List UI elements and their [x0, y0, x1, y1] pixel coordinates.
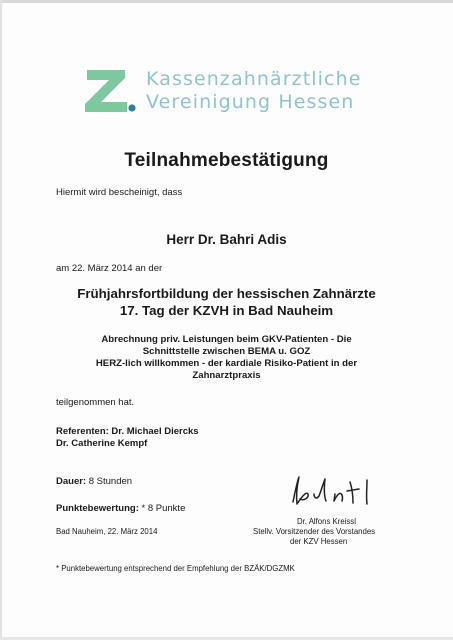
topic-line-1: Abrechnung priv. Leistungen beim GKV-Patienten - Die [101, 334, 352, 345]
certificate-title: Teilnahmebestätigung [124, 150, 329, 171]
intro-text: Hiermit wird bescheinigt, dass [56, 187, 183, 198]
date-line: am 22. März 2014 an der [56, 263, 163, 274]
points-value: * 8 Punkte [141, 503, 186, 514]
signer-name: Dr. Alfons Kreissl [297, 517, 356, 526]
footnote: * Punktebewertung entsprechend der Empfehlung der BZÄK/DGZMK [56, 564, 295, 573]
scan-edge-top [0, 0, 453, 3]
duration-label: Dauer: [56, 476, 87, 487]
org-name-line1: Kassenzahnärztliche [146, 68, 362, 90]
kzvh-z-logo-icon [84, 66, 140, 118]
recipient-name: Herr Dr. Bahri Adis [166, 232, 287, 247]
points-line [56, 503, 185, 514]
topic-line-4: Zahnarztpraxis [192, 370, 261, 381]
speakers-line: Referenten: Dr. Michael Diercks [56, 426, 199, 437]
signer-org: der KZV Hessen [290, 537, 348, 546]
duration-value: 8 Stunden [88, 476, 133, 487]
topic-line-3: HERZ-lich willkommen - der kardiale Risiko-Patient in der [95, 358, 358, 369]
signer-role: Stellv. Vorsitzender des Vorstandes [253, 527, 376, 536]
duration-line [56, 476, 132, 487]
scan-edge-left [0, 0, 2, 640]
topic-line-2: Schnittstelle zwischen BEMA u. GOZ [142, 346, 311, 357]
points-label: Punktebewertung: [56, 503, 139, 514]
org-name-line2: Vereinigung Hessen [146, 91, 355, 113]
participated-text: teilgenommen hat. [56, 397, 135, 408]
event-title-line2: 17. Tag der KZVH in Bad Nauheim [119, 303, 334, 318]
place-date: Bad Nauheim, 22. März 2014 [56, 527, 158, 536]
event-title-line1: Frühjahrsfortbildung der hessischen Zahnärzte [77, 286, 376, 301]
handwritten-signature [287, 474, 379, 510]
kzvh-logo [84, 66, 364, 118]
speaker-2: Dr. Catherine Kempf [56, 438, 148, 449]
